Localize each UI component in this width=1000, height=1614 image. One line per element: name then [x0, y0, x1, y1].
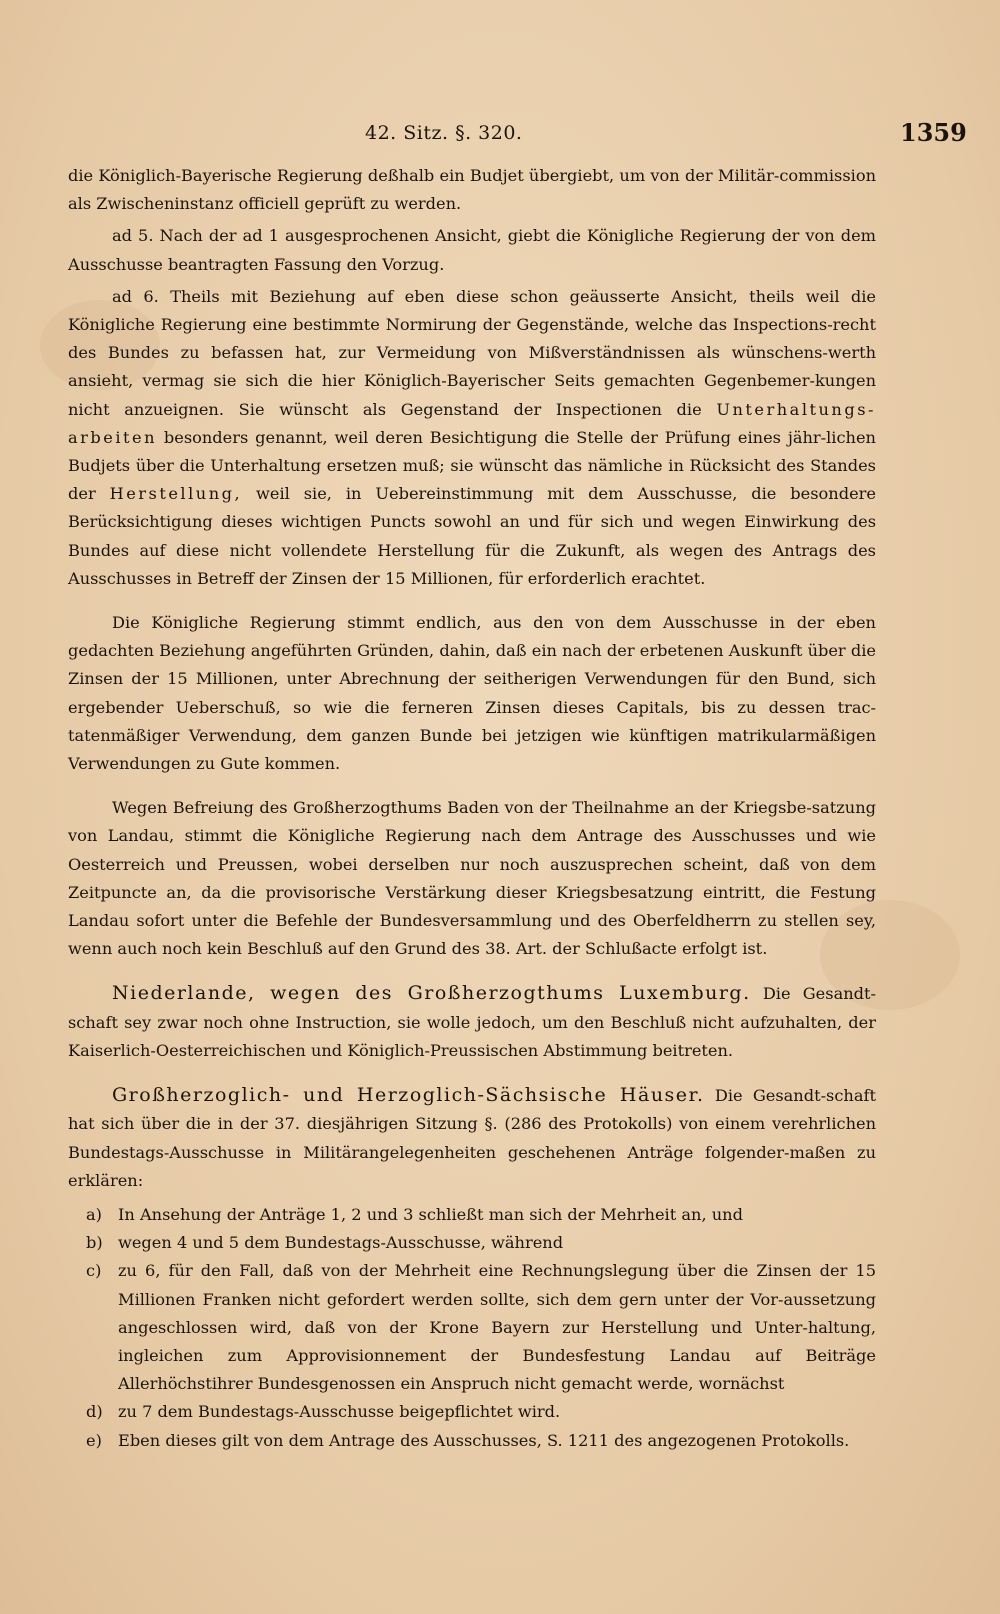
list-marker: b) — [86, 1233, 103, 1253]
emphasis-unterhaltungsarbeiten: Unterhaltungs-arbeiten — [68, 399, 876, 447]
heading-niederlande: Niederlande, wegen des Großherzogthums Luxemburg. — [112, 982, 751, 1005]
paragraph-ad6-part-a: ad 6. Theils mit Beziehung auf eben diese schon geäusserte Ansicht, theils weil die Königliche Regierung eine bestimmte Normirung der Gegenstände, welche das Inspections-recht des Bundes zu befassen hat, zur Vermeidung von Mißverständnissen als wünschens-werth ansieht, vermag sie sich die hier Königlich-Bayerischer Seits gemachten Gegenbemer-kungen nicht anzueignen. Sie wünscht als Gegenstand der Inspectionen die — [68, 286, 876, 419]
paragraph-ad6 — [68, 283, 876, 593]
list-item — [68, 1201, 876, 1229]
paragraph-saechsische-haeuser-text: Die Gesandt-schaft hat sich über die in der 37. diesjährigen Sitzung §. (286 des Protokolls) von einem verehrlichen Bundestags-Ausschusse in Militärangelegenheiten geschehenen Anträge folgender-maßen zu erklären: — [68, 1086, 876, 1190]
list-marker: a) — [86, 1204, 102, 1224]
heading-saechsische-haeuser: Großherzoglich- und Herzoglich-Sächsische Häuser. — [112, 1084, 705, 1107]
list-item-text: zu 7 dem Bundestags-Ausschusse beigepflichtet wird. — [118, 1402, 561, 1422]
paragraph-continuation: die Königlich-Bayerische Regierung deßhalb ein Budjet übergiebt, um von der Militär-commission als Zwischeninstanz officiell geprüft zu werden. — [68, 166, 876, 214]
list-item — [68, 1427, 876, 1455]
page-number: 1359 — [900, 118, 967, 147]
list-marker: d) — [86, 1402, 103, 1422]
list-marker: c) — [86, 1261, 102, 1281]
list-item-text: wegen 4 und 5 dem Bundestags-Ausschusse, während — [118, 1233, 564, 1253]
page-body — [68, 162, 876, 1455]
list-item-text: In Ansehung der Anträge 1, 2 und 3 schließt man sich der Mehrheit an, und — [118, 1204, 743, 1224]
paragraph-saechsische-haeuser — [68, 1081, 876, 1195]
paragraph-zinsen: Die Königliche Regierung stimmt endlich, aus den von dem Ausschusse in der eben gedachten Beziehung angeführten Gründen, dahin, daß ein nach der erbetenen Auskunft über die Zinsen der 15 Millionen, unter Abrechnung der seitherigen Verwendungen für den Bund, sich ergebender Ueberschuß, so wie die ferneren Zinsen dieses Capitals, bis zu dessen trac-tatenmäßiger Verwendung, dem ganzen Bunde bei jetzigen wie künftigen matrikularmäßigen Verwendungen zu Gute kommen. — [68, 613, 876, 774]
page-header — [0, 118, 1000, 158]
list-item — [68, 1398, 876, 1426]
list-item-text: zu 6, für den Fall, daß von der Mehrheit eine Rechnungslegung über die Zinsen der 15 Millionen Franken nicht gefordert werden sollte, sich dem gern unter der Vor-aussetzung angeschlossen wird, daß von der Krone Bayern zur Herstellung und Unter-haltung, ingleichen zum Approvisionnement der Bundesfestung Landau auf Beiträge Allerhöchstihrer Bundesgenossen ein Anspruch nicht gemacht werde, wornächst — [118, 1261, 876, 1394]
paragraph-baden-landau: Wegen Befreiung des Großherzogthums Baden von der Theilnahme an der Kriegsbe-satzung von Landau, stimmt die Königliche Regierung nach dem Antrage des Ausschusses und wie Oesterreich und Preussen, wobei derselben nur noch auszusprechen scheint, daß von dem Zeitpuncte an, da die provisorische Verstärkung dieser Kriegsbesatzung eintritt, die Festung Landau sofort unter die Befehle der Bundesversammlung und des Oberfeldherrn zu stellen sey, wenn auch noch kein Beschluß auf den Grund des 38. Art. der Schlußacte erfolgt ist. — [68, 798, 876, 959]
list-item-text: Eben dieses gilt von dem Antrage des Ausschusses, S. 1211 des angezogenen Protokolls. — [118, 1430, 850, 1450]
paragraph-ad6-part-c: besonders genannt, weil deren Besichtigung die Stelle der Prüfung eines jähr-lichen Budjets über die Unterhaltung ersetzen muß; sie wünscht das nämliche in Rücksicht des Standes der — [68, 427, 876, 504]
list-item — [68, 1229, 876, 1257]
list-marker: e) — [86, 1430, 102, 1450]
emphasis-herstellung: Herstellung, — [109, 484, 243, 504]
paragraph-ad5: ad 5. Nach der ad 1 ausgesprochenen Ansicht, giebt die Königliche Regierung der von dem Ausschusse beantragten Fassung den Vorzug. — [68, 226, 876, 274]
declaration-list — [68, 1201, 876, 1455]
paragraph-niederlande-text: Die Gesandt-schaft sey zwar noch ohne Instruction, sie wolle jedoch, um den Beschluß nicht aufzuhalten, der Kaiserlich-Oesterreichischen und Königlich-Preussischen Abstimmung beitreten. — [68, 984, 876, 1060]
running-head: 42. Sitz. §. 320. — [365, 122, 523, 144]
paragraph-ad6-part-e: weil sie, in Uebereinstimmung mit dem Ausschusse, die besondere Berücksichtigung dieses wichtigen Puncts sowohl an und für sich und wegen Einwirkung des Bundes auf diese nicht vollendete Herstellung für die Zukunft, als wegen des Antrags des Ausschusses in Betreff der Zinsen der 15 Millionen, für erforderlich erachtet. — [68, 484, 876, 588]
paragraph-niederlande — [68, 979, 876, 1065]
list-item — [68, 1257, 876, 1398]
